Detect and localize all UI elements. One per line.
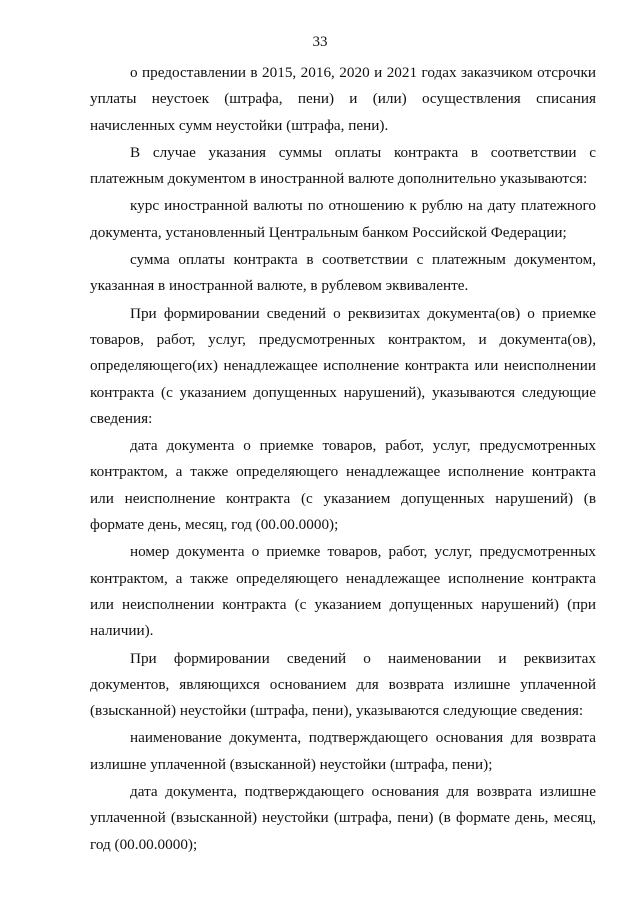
paragraph-exchange-rate: курс иностранной валюты по отношению к рублю на дату платежного документа, установленный Центральным банком Российской Федерации;: [90, 197, 596, 241]
paragraph-refund-doc-date: дата документа, подтверждающего основания для возврата излишне уплаченной (взысканной) неустойки (штрафа, пени) (в формате день, месяц, год (00.00.0000);: [90, 783, 596, 853]
paragraph-acceptance-doc-number: номер документа о приемке товаров, работ, услуг, предусмотренных контрактом, а также определяющего ненадлежащее исполнение контракта или неисполнении контракта (с указанием допущенных нарушений) (при наличии).: [90, 543, 596, 640]
paragraph-refund-docs-intro: При формировании сведений о наименовании и реквизитах документов, являющихся основанием для возврата излишне уплаченной (взысканной) неустойки (штрафа, пени), указываются следующие сведения:: [90, 649, 596, 720]
paragraph-refund-doc-name: наименование документа, подтверждающего основания для возврата излишне уплаченной (взысканной) неустойки (штрафа, пени);: [90, 729, 596, 773]
paragraph-acceptance-docs-intro: При формировании сведений о реквизитах документа(ов) о приемке товаров, работ, услуг, предусмотренных контрактом, и документа(ов), определяющего(их) ненадлежащее исполнение контракта или неисполнении контракта (с указанием допущенных нарушений), указываются следующие сведения:: [90, 304, 596, 427]
page-number: 33: [312, 34, 328, 50]
paragraph-deferral-info: о предоставлении в 2015, 2016, 2020 и 2021 годах заказчиком отсрочки уплаты неустоек (штрафа, пени) и (или) осуществления списания начисленных сумм неустойки (штрафа, пени).: [90, 64, 596, 134]
document-body: [90, 60, 596, 858]
paragraph-ruble-equivalent: сумма оплаты контракта в соответствии с платежным документом, указанная в иностранной валюте, в рублевом эквиваленте.: [90, 251, 596, 295]
paragraph-acceptance-doc-date: дата документа о приемке товаров, работ, услуг, предусмотренных контрактом, а также определяющего ненадлежащее исполнение контракта или неисполнение контракта (с указанием допущенных нарушений) (в формате день, месяц, год (00.00.0000);: [90, 437, 596, 534]
paragraph-foreign-currency-intro: В случае указания суммы оплаты контракта в соответствии с платежным документом в иностранной валюте дополнительно указываются:: [90, 143, 596, 188]
